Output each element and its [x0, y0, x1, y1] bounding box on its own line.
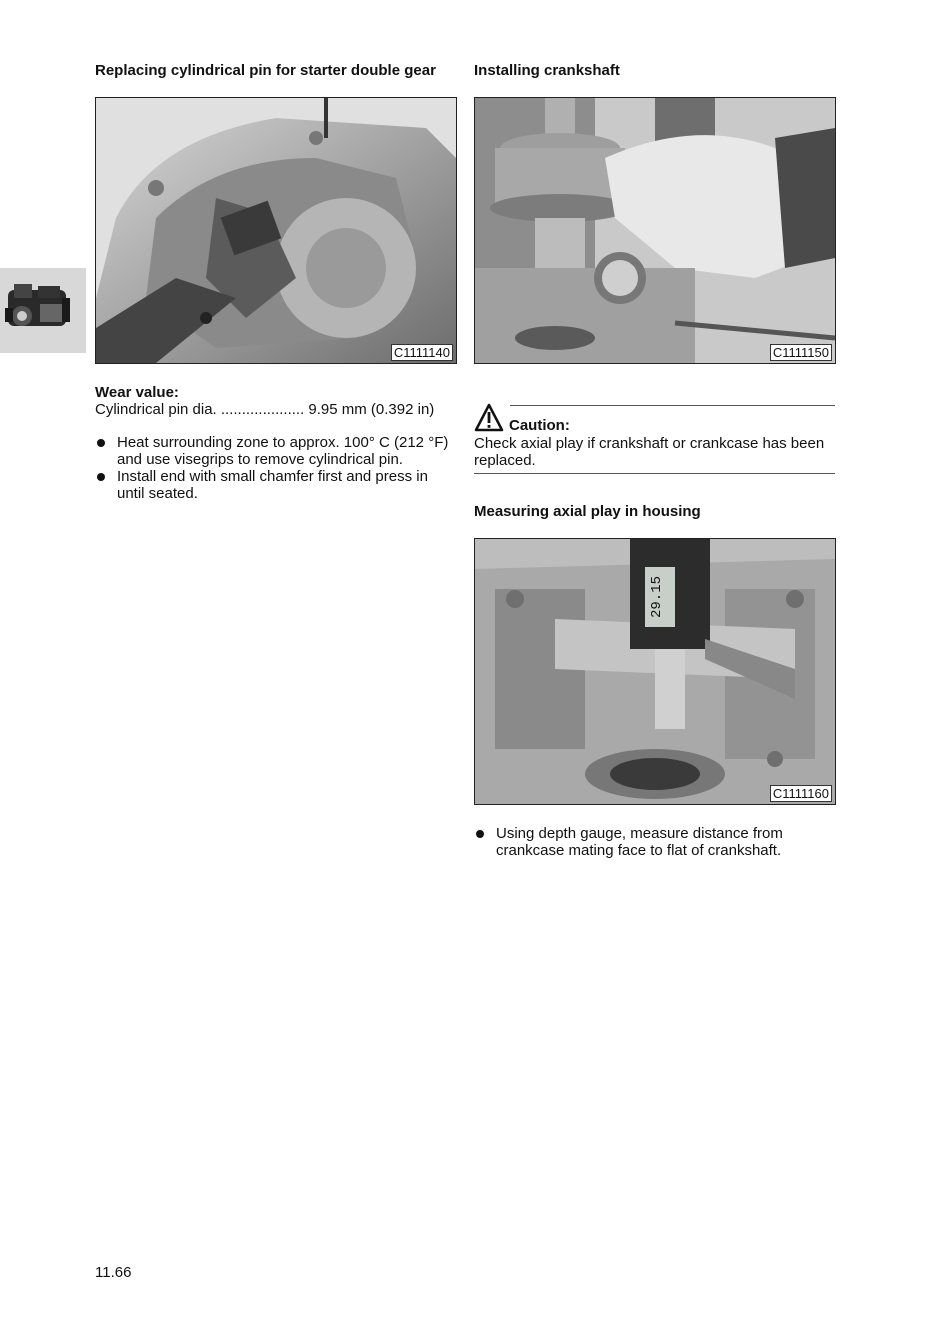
photo-starter-gear-pin — [95, 97, 457, 364]
caution-top-rule — [510, 405, 835, 406]
engine-icon — [0, 268, 86, 353]
figure-label: C1111160 — [770, 785, 832, 802]
wear-value-title: Wear value: — [95, 384, 179, 401]
figure-label: C1111150 — [770, 344, 832, 361]
section-heading-pin: Replacing cylindrical pin for starter double gear — [95, 62, 436, 79]
list-item: Heat surrounding zone to approx. 100° C (212 °F) and use visegrips to remove cylindrical pin. — [95, 434, 455, 468]
figure-label: C1111140 — [391, 344, 453, 361]
wear-value-block — [95, 384, 460, 418]
section-heading-axial-play: Measuring axial play in housing — [474, 503, 701, 520]
right-bullet-list — [474, 825, 814, 859]
page-number: 11.66 — [95, 1264, 132, 1281]
wear-value-line: Cylindrical pin dia. .................... 9.95 mm (0.392 in) — [95, 401, 435, 418]
caution-title: Caution: — [509, 417, 570, 434]
caution-text: Check axial play if crankshaft or crankcase has been replaced. — [474, 435, 825, 469]
section-tab — [0, 268, 86, 353]
caution-bottom-rule — [474, 473, 835, 474]
list-item: Install end with small chamfer first and press in until seated. — [95, 468, 455, 502]
photo-installing-crankshaft — [474, 97, 836, 364]
warning-triangle-icon — [474, 403, 504, 433]
list-item: Using depth gauge, measure distance from crankcase mating face to flat of crankshaft. — [474, 825, 814, 859]
left-bullet-list — [95, 434, 455, 502]
gauge-reading: 29.15 — [649, 575, 665, 619]
photo-measuring-axial-play — [474, 538, 836, 805]
section-heading-crankshaft: Installing crankshaft — [474, 62, 620, 79]
